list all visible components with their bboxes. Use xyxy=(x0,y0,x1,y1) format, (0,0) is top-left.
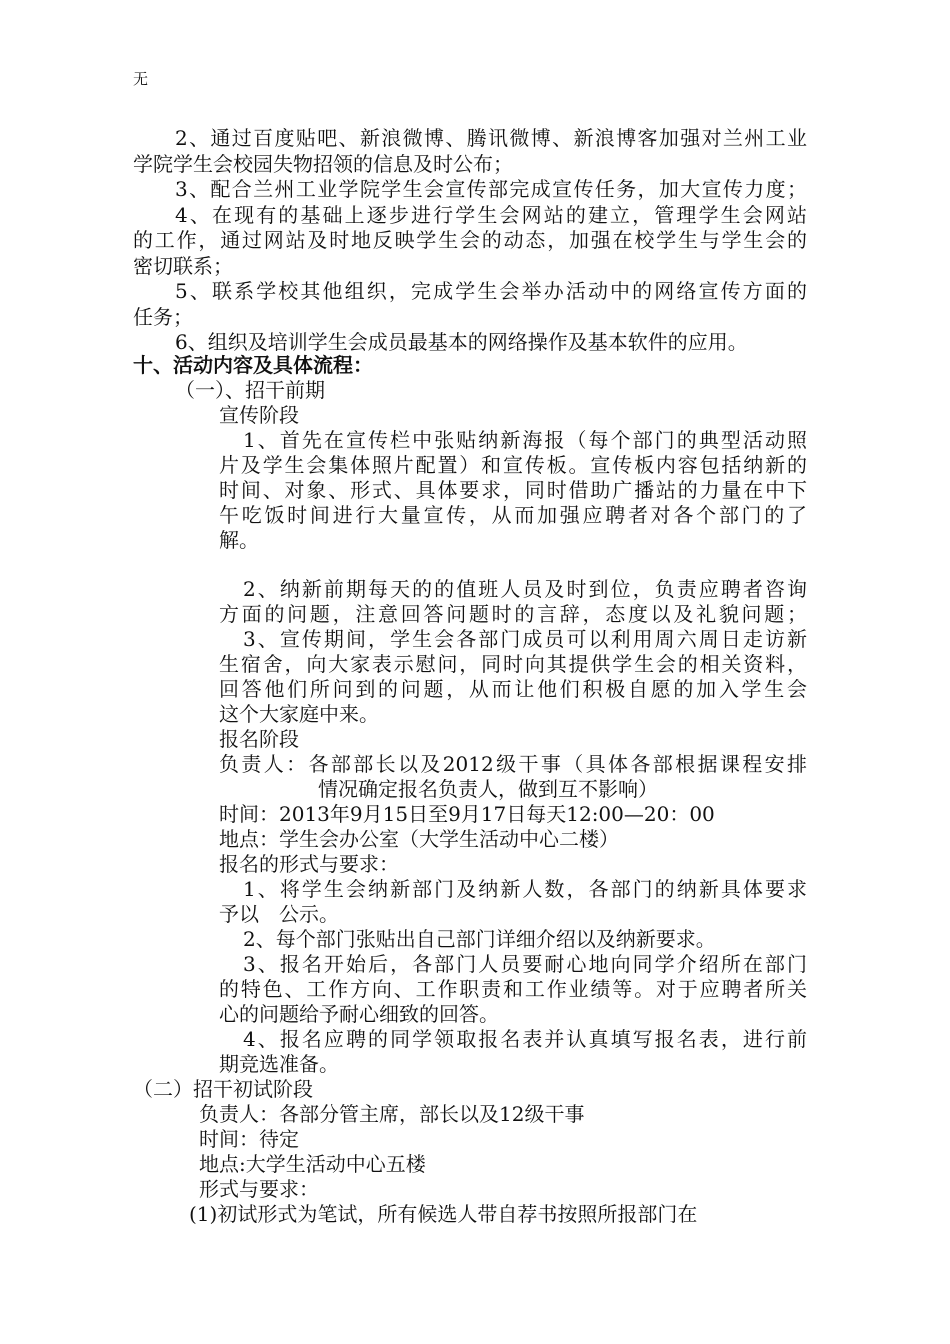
text-line: 这个大家庭中来。 xyxy=(219,702,379,726)
text-line: 方面的问题，注意回答问题时的言辞，态度以及礼貌问题； xyxy=(219,602,807,626)
text-line: 学院学生会校园失物招领的信息及时公布； xyxy=(133,152,513,176)
text-line: 3、报名开始后，各部门人员要耐心地向同学介绍所在部门 xyxy=(243,952,807,976)
text-line: 时间、对象、形式、具体要求，同时借助广播站的力量在中下 xyxy=(219,478,807,502)
text-line: 4、报名应聘的同学领取报名表并认真填写报名表，进行前 xyxy=(243,1027,807,1051)
text-line: 回答他们所问到的问题，从而让他们积极自愿的加入学生会 xyxy=(219,677,807,701)
text-line: 3、宣传期间，学生会各部门成员可以利用周六周日走访新 xyxy=(243,627,807,651)
text-line: 报名的形式与要求： xyxy=(219,852,399,876)
section-heading: 十、活动内容及具体流程： xyxy=(133,353,373,377)
text-line: 的特色、工作方向、工作职责和工作业绩等。对于应聘者所关 xyxy=(219,977,807,1001)
text-line: 期竞选准备。 xyxy=(219,1052,339,1076)
stage-title: 报名阶段 xyxy=(219,727,299,751)
text-line: 地点:大学生活动中心五楼 xyxy=(199,1152,426,1176)
subsection-heading: （二）招干初试阶段 xyxy=(133,1077,313,1101)
text-line: 情况确定报名负责人，做到互不影响） xyxy=(318,777,658,801)
text-line: 任务； xyxy=(133,305,193,329)
text-line: 心的问题给予耐心细致的回答。 xyxy=(219,1002,499,1026)
text-line: 5、联系学校其他组织，完成学生会举办活动中的网络宣传方面的 xyxy=(175,279,807,303)
text-line: 的工作，通过网站及时地反映学生会的动态，加强在校学生与学生会的 xyxy=(133,228,807,252)
text-line: 予以 公示。 xyxy=(219,902,339,926)
text-line: 负责人：各部部长以及2012级干事（具体各部根据课程安排 xyxy=(219,752,807,776)
text-line: (1)初试形式为笔试，所有候选人带自荐书按照所报部门在 xyxy=(189,1202,698,1226)
text-line: 解。 xyxy=(219,528,259,552)
text-line: 负责人：各部分管主席，部长以及12级干事 xyxy=(199,1102,585,1126)
text-line: 4、在现有的基础上逐步进行学生会网站的建立，管理学生会网站 xyxy=(175,203,807,227)
text-line: 形式与要求： xyxy=(199,1177,319,1201)
text-line: 2、纳新前期每天的的值班人员及时到位，负责应聘者咨询 xyxy=(243,577,807,601)
text-line: 2、通过百度贴吧、新浪微博、腾讯微博、新浪博客加强对兰州工业 xyxy=(175,126,807,150)
text-line: 地点：学生会办公室（大学生活动中心二楼） xyxy=(219,827,619,851)
text-line: 1、将学生会纳新部门及纳新人数，各部门的纳新具体要求 xyxy=(243,877,807,901)
text-line: 3、配合兰州工业学院学生会宣传部完成宣传任务，加大宣传力度； xyxy=(175,177,807,201)
text-line: 生宿舍，向大家表示慰问，同时向其提供学生会的相关资料， xyxy=(219,652,807,676)
text-line: 1、首先在宣传栏中张贴纳新海报（每个部门的典型活动照 xyxy=(243,428,807,452)
text-line: 时间：待定 xyxy=(199,1127,299,1151)
stage-title: 宣传阶段 xyxy=(219,403,299,427)
text-line: 片及学生会集体照片配置）和宣传板。宣传板内容包括纳新的 xyxy=(219,453,807,477)
page-header: 无 xyxy=(133,70,149,88)
text-line: 时间：2013年9月15日至9月17日每天12:00—20：00 xyxy=(219,802,715,826)
text-line: 密切联系； xyxy=(133,254,233,278)
text-line: 2、每个部门张贴出自己部门详细介绍以及纳新要求。 xyxy=(243,927,716,951)
text-line: 午吃饭时间进行大量宣传，从而加强应聘者对各个部门的了 xyxy=(219,503,807,527)
text-line: 6、组织及培训学生会成员最基本的网络操作及基本软件的应用。 xyxy=(175,330,748,354)
subsection-heading: （一）、招干前期 xyxy=(175,378,325,402)
